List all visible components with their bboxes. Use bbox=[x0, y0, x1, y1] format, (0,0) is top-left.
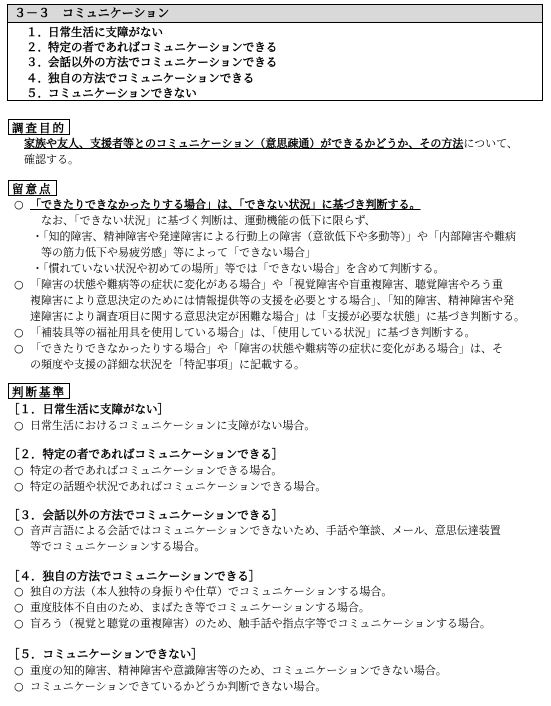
note-4-line-2: の頻度や支援の詳細な状況を「特記事項」に記載する。 bbox=[30, 358, 305, 371]
purpose-line-1: 家族や友人、支援者等とのコミュニケーション（意思疎通）ができるかどうか、その方法について、 bbox=[24, 137, 518, 150]
criteria-4-item-3: ○ 盲ろう（視覚と聴覚の重複障害）のため、触手話や指点字等でコミュニケーションする場合。 bbox=[14, 617, 491, 630]
circle-bullet-icon: ○ bbox=[14, 278, 24, 291]
criteria-2-heading: ［２．特定の者であればコミュニケーションできる］ bbox=[8, 447, 284, 461]
note-2-line-1: ○ 「障害の状態や難病等の症状に変化がある場合」や「視覚障害や盲重複障害、聴覚障害やろう重 bbox=[14, 278, 503, 291]
option-item: ３．会話以外の方法でコミュニケーションできる bbox=[26, 55, 278, 70]
criteria-5-heading: ［５．コミュニケーションできない］ bbox=[8, 647, 203, 661]
criteria-3-item-1: ○ 音声言語による会話ではコミュニケーションできないため、手話や筆談、メール、意思伝達装置 bbox=[14, 524, 501, 537]
criteria-2-item-2: ○ 特定の話題や状況であればコミュニケーションできる場合。 bbox=[14, 480, 327, 493]
circle-bullet-icon: ○ bbox=[14, 664, 24, 677]
criteria-5-item-2: ○ コミュニケーションできているかどうか判断できない場合。 bbox=[14, 680, 327, 693]
note-1-sub-3: 等の筋力低下や易疲労感」等によって「できない場合」 bbox=[41, 246, 316, 259]
circle-bullet-icon: ○ bbox=[14, 524, 24, 537]
option-item: ４．独自の方法でコミュニケーションできる bbox=[26, 70, 255, 85]
option-item: ５．コミュニケーションできない bbox=[26, 85, 197, 100]
purpose-line-2: 確認する。 bbox=[24, 153, 79, 166]
criteria-3-item-1-cont: 等でコミュニケーションする場合。 bbox=[30, 540, 206, 553]
criteria-label: 判断基準 bbox=[8, 383, 70, 399]
note-4-line-1: ○ 「できたりできなかったりする場合」や「障害の状態や難病等の症状に変化がある場合」は、そ bbox=[14, 342, 503, 355]
circle-bullet-icon: ○ bbox=[14, 342, 24, 355]
criteria-4-item-2: ○ 重度肢体不自由のため、まばたき等でコミュニケーションする場合。 bbox=[14, 601, 370, 614]
circle-bullet-icon: ○ bbox=[14, 617, 24, 630]
item-title: ３－３ コミュニケーション bbox=[8, 5, 542, 23]
note-3: ○ 「補装具等の福祉用具を使用している場合」は、「使用している状況」に基づき判断する。 bbox=[14, 326, 476, 339]
purpose-label: 調査目的 bbox=[8, 119, 70, 135]
note-1: ○ 「できたりできなかったりする場合」は、「できない状況」に基づき判断する。 bbox=[14, 198, 421, 211]
circle-bullet-icon: ○ bbox=[14, 585, 24, 598]
circle-bullet-icon: ○ bbox=[14, 680, 24, 693]
circle-bullet-icon: ○ bbox=[14, 419, 24, 432]
circle-bullet-icon: ○ bbox=[14, 601, 24, 614]
circle-bullet-icon: ○ bbox=[14, 326, 24, 339]
criteria-4-item-1: ○ 独自の方法（本人独特の身振りや仕草）でコミュニケーションする場合。 bbox=[14, 585, 393, 598]
note-2-line-2: 複障害により意思決定のためには情報提供等の支援を必要とする場合」、「知的障害、精神障害や発 bbox=[30, 294, 514, 307]
criteria-1-item-1: ○ 日常生活におけるコミュニケーションに支障がない場合。 bbox=[14, 419, 316, 432]
criteria-2-item-1: ○ 特定の者であればコミュニケーションできる場合。 bbox=[14, 464, 283, 477]
note-1-sub-2: ・「知的障害、精神障害や発達障害による行動上の障害（意欲低下や多動等）」や「内部障害や難病 bbox=[32, 230, 516, 243]
option-item: １．日常生活に支障がない bbox=[26, 25, 163, 39]
note-2-line-3: 達障害により調査項目に関する意思決定が困難な場合」は「支援が必要な状態」に基づき判断する。 bbox=[30, 310, 525, 323]
option-item: ２．特定の者であればコミュニケーションできる bbox=[26, 40, 278, 55]
criteria-1-heading: ［１．日常生活に支障がない］ bbox=[8, 402, 169, 416]
notes-label: 留意点 bbox=[8, 180, 57, 196]
criteria-5-item-1: ○ 重度の知的障害、精神障害や意識障害等のため、コミュニケーションできない場合。 bbox=[14, 664, 447, 677]
circle-bullet-icon: ○ bbox=[14, 464, 24, 477]
note-1-sub-1: なお、「できない状況」に基づく判断は、運動機能の低下に限らず、 bbox=[41, 214, 376, 227]
note-1-sub-4: ・「慣れていない状況や初めての場所」等では「できない場合」を含めて判断する。 bbox=[32, 262, 445, 275]
option-list bbox=[8, 23, 542, 101]
item-header-box bbox=[7, 4, 543, 101]
criteria-3-heading: ［３．会話以外の方法でコミュニケーションできる］ bbox=[8, 508, 284, 522]
circle-bullet-icon: ○ bbox=[14, 480, 24, 493]
circle-bullet-icon: ○ bbox=[14, 198, 24, 211]
criteria-4-heading: ［４．独自の方法でコミュニケーションできる］ bbox=[8, 569, 261, 583]
